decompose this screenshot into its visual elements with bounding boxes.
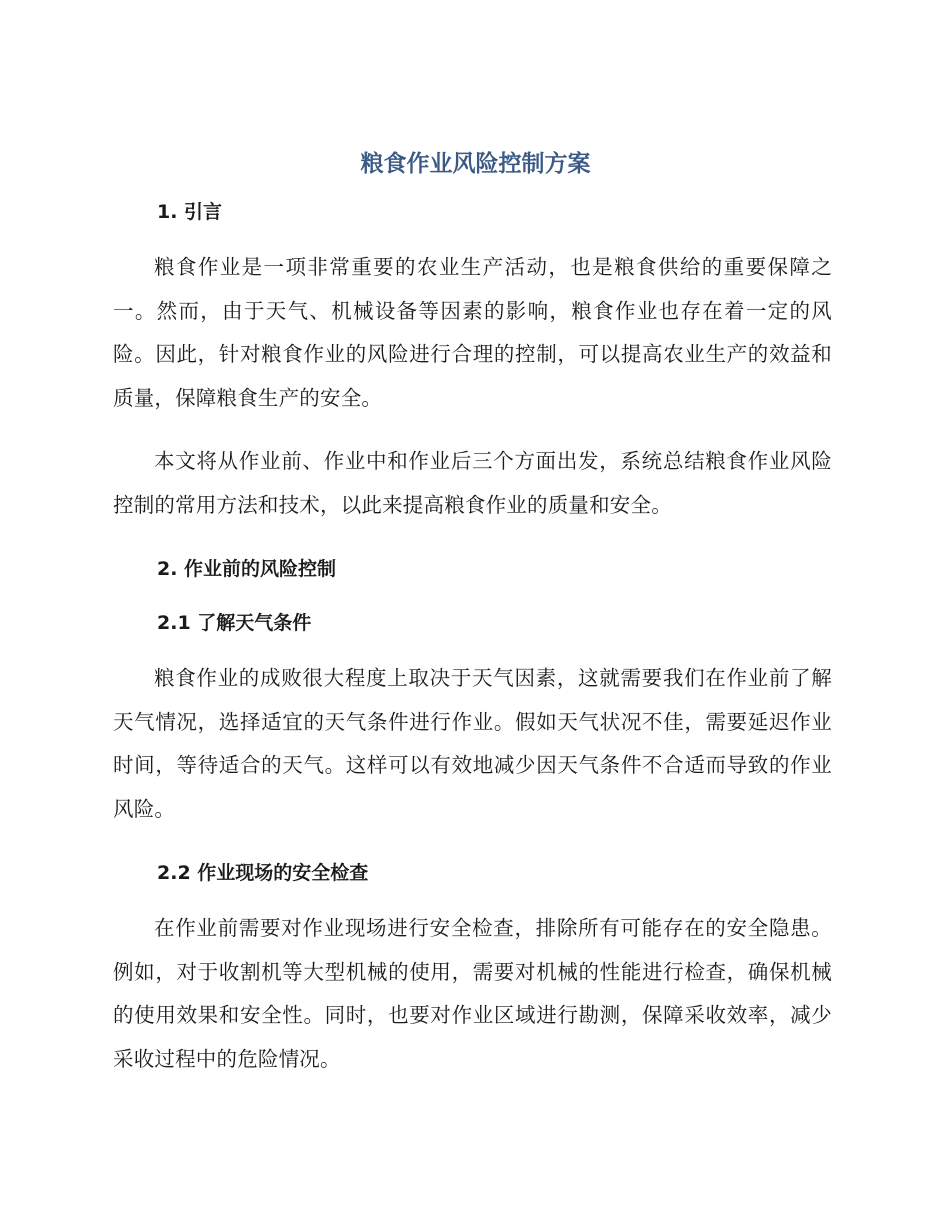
paragraph-intro-2: 本文将从作业前、作业中和作业后三个方面出发，系统总结粮食作业风险控制的常用方法和技术，以此来提高粮食作业的质量和安全。 [113, 449, 832, 517]
paragraph-weather: 粮食作业的成败很大程度上取决于天气因素，这就需要我们在作业前了解天气情况，选择适宜的天气条件进行作业。假如天气状况不佳，需要延迟作业时间，等待适合的天气。这样可以有效地减少因天气条件不合适而导致的作业风险。 [113, 666, 832, 821]
section-heading-pre-operation: 2. 作业前的风险控制 [157, 558, 337, 580]
section-heading-intro: 1. 引言 [157, 201, 223, 223]
document-title: 粮食作业风险控制方案 [360, 151, 591, 177]
paragraph-intro-1: 粮食作业是一项非常重要的农业生产活动，也是粮食供给的重要保障之一。然而，由于天气、机械设备等因素的影响，粮食作业也存在着一定的风险。因此，针对粮食作业的风险进行合理的控制，可以提高农业生产的效益和质量，保障粮食生产的安全。 [113, 255, 832, 410]
subsection-heading-weather: 2.1 了解天气条件 [157, 612, 312, 634]
paragraph-site-safety: 在作业前需要对作业现场进行安全检查，排除所有可能存在的安全隐患。例如，对于收割机等大型机械的使用，需要对机械的性能进行检查，确保机械的使用效果和安全性。同时，也要对作业区域进行勘测，保障采收效率，减少采收过程中的危险情况。 [113, 916, 832, 1071]
subsection-heading-site-safety: 2.2 作业现场的安全检查 [157, 862, 369, 884]
